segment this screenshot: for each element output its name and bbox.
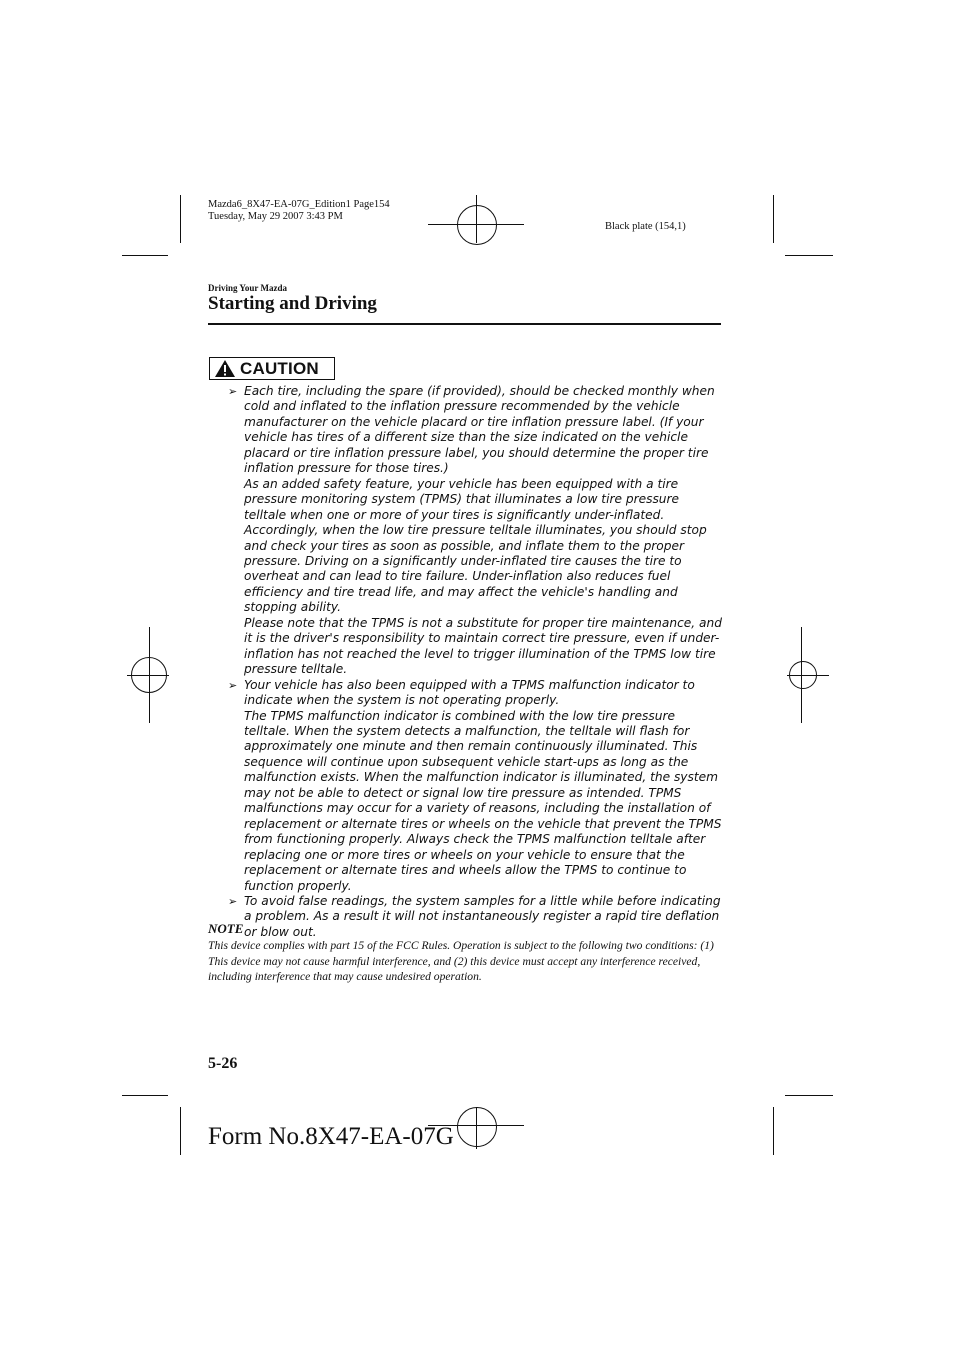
warning-triangle-icon (214, 359, 236, 378)
bullet-arrow-icon: ➢ (228, 894, 238, 908)
section-title: Starting and Driving (208, 293, 377, 314)
bullet-arrow-icon: ➢ (228, 385, 238, 398)
print-header (208, 199, 390, 223)
form-number: Form No.8X47-EA-07G (208, 1123, 454, 1150)
note-heading: NOTE (208, 921, 244, 936)
print-file-line: Mazda6_8X47-EA-07G_Edition1 Page154 (208, 199, 390, 210)
caution-paragraph: Please note that the TPMS is not a substitute for proper tire maintenance, and it is the driver's responsibility to maintain correct tire pressure, even if under-inflation has not reached the level to trigger illumination of the TPMS low tire pressure telltale. (244, 615, 722, 677)
caution-paragraph: The TPMS malfunction indicator is combined with the low tire pressure telltale. When the system detects a malfunction, the telltale will flash for approximately one minute and then remain continuously illuminated. This sequence will continue upon subsequent vehicle start-ups as long as the malfunction exists. When the malfunction indicator is illuminated, the system may not be able to detect or signal low tire pressure as intended. TPMS malfunctions may occur for a variety of reasons, including the installation of replacement or alternate tires or wheels on the vehicle that prevent the TPMS from functioning properly. Always check the TPMS malfunction telltale after replacing one or more tires or wheels on your vehicle to ensure that the replacement or alternate tires and wheels allow the TPMS to continue to function properly. (244, 708, 722, 893)
print-plate: Black plate (154,1) (605, 221, 686, 232)
caution-paragraph: Your vehicle has also been equipped with a TPMS malfunction indicator to indicate when the system is not operating properly. (244, 677, 695, 708)
caution-paragraph: Each tire, including the spare (if provided), should be checked monthly when cold and inflated to the inflation pressure recommended by the vehicle manufacturer on the vehicle placard or tire inflation pressure label. (If your vehicle has tires of a different size than the size indicated on the vehicle placard or tire inflation pressure label, you should determine the proper tire inflation pressure for those tires.) (244, 384, 715, 476)
print-date-line: Tuesday, May 29 2007 3:43 PM (208, 211, 343, 222)
caution-list (228, 384, 724, 940)
caution-paragraph: As an added safety feature, your vehicle has been equipped with a tire pressure monitoring system (TPMS) that illuminates a low tire pressure telltale when one or more of your tires is significantly under-inflated. Accordingly, when the low tire pressure telltale illuminates, you should stop and check your tires as soon as possible, and inflate them to the proper pressure. Driving on a significantly under-inflated tire causes the tire to overheat and can lead to tire failure. Under-inflation also reduces fuel efficiency and tire tread life, and may affect the vehicle's handling and stopping ability. (244, 476, 707, 615)
title-rule (208, 323, 721, 325)
page-number: 5-26 (208, 1055, 238, 1072)
caution-paragraph: To avoid false readings, the system samples for a little while before indicating a problem. As a result it will not instantaneously register a rapid tire deflation or blow out. (244, 893, 721, 939)
chapter-label: Driving Your Mazda (208, 283, 288, 293)
caution-item (228, 894, 724, 940)
caution-header (209, 357, 335, 380)
caution-item (228, 384, 724, 678)
caution-item (228, 678, 724, 894)
caution-label: CAUTION (240, 358, 319, 378)
note-text: This device complies with part 15 of the FCC Rules. Operation is subject to the following two conditions: (1) This device may not cause harmful interference, and (2) this device must accept any interference received, including interference that may cause undesired operation. (208, 939, 714, 984)
bullet-arrow-icon: ➢ (228, 678, 238, 692)
